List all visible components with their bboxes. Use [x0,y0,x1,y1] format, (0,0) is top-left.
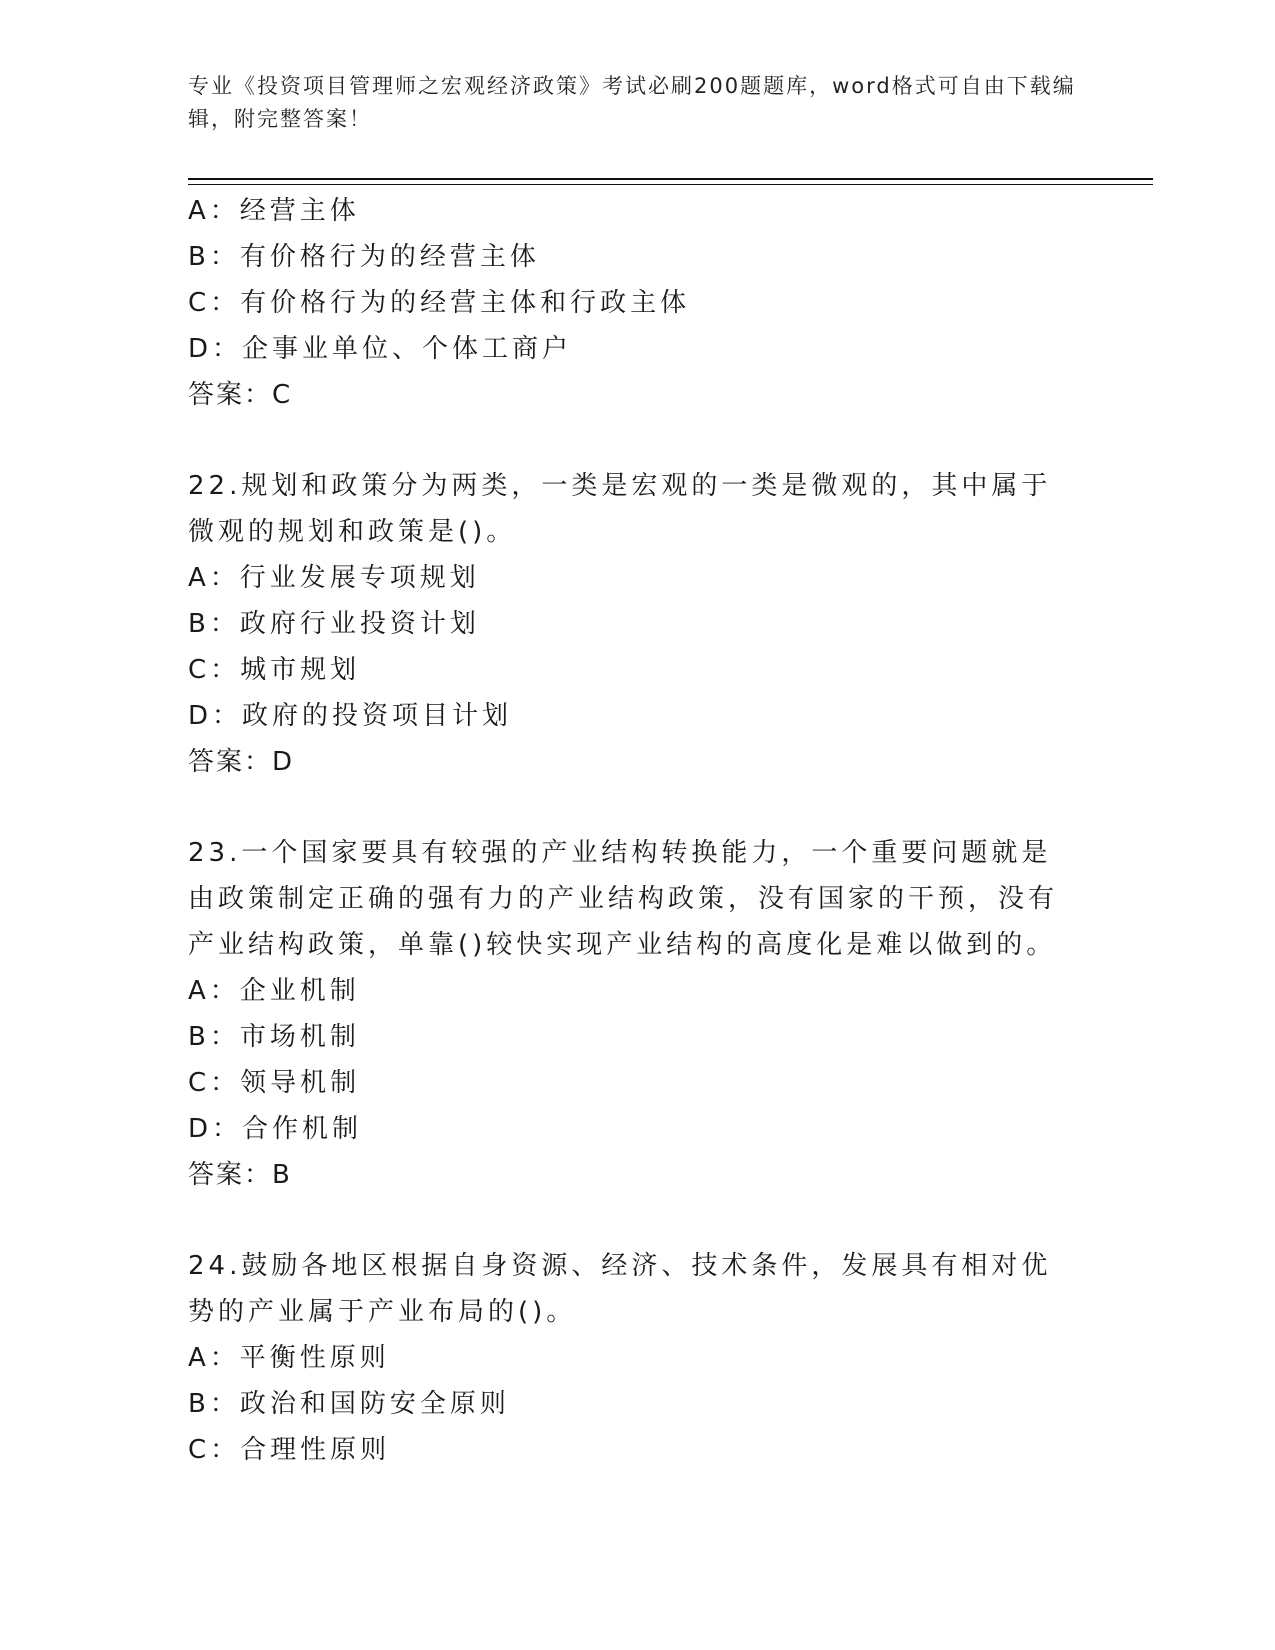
option-a: A：经营主体 [188,196,360,226]
header-divider-thin [188,184,1153,185]
spacer [188,785,1078,830]
question-stem: 23.一个国家要具有较强的产业结构转换能力，一个重要问题就是由政策制定正确的强有力的产业结构政策，没有国家的干预，没有产业结构政策，单靠()较快实现产业结构的高度化是难以做到的。 [188,838,1059,960]
header-divider-thick [188,178,1153,180]
option-c: C：有价格行为的经营主体和行政主体 [188,288,691,318]
spacer [188,1198,1078,1243]
answer: 答案：B [188,1160,292,1190]
option-c: C：合理性原则 [188,1435,391,1465]
option-c: C：领导机制 [188,1068,361,1098]
option-b: B：政治和国防安全原则 [188,1389,510,1419]
option-a: A：平衡性原则 [188,1343,390,1373]
option-d: D：合作机制 [188,1114,363,1144]
option-b: B：政府行业投资计划 [188,609,480,639]
answer: 答案：D [188,747,295,777]
option-a: A：企业机制 [188,976,360,1006]
question-24 [188,1243,1078,1473]
document-intro: 专业《投资项目管理师之宏观经济政策》考试必刷200题题库，word格式可自由下载编辑，附完整答案！ [188,74,1076,131]
option-b: B：市场机制 [188,1022,360,1052]
option-b: B：有价格行为的经营主体 [188,242,540,272]
question-22 [188,463,1078,785]
question-23 [188,830,1078,1198]
question-21 [188,188,1078,418]
option-a: A：行业发展专项规划 [188,563,480,593]
option-d: D：政府的投资项目计划 [188,701,513,731]
option-d: D：企事业单位、个体工商户 [188,334,573,364]
answer: 答案：C [188,380,293,410]
question-stem: 22.规划和政策分为两类，一类是宏观的一类是微观的，其中属于微观的规划和政策是()。 [188,471,1052,547]
option-c: C：城市规划 [188,655,361,685]
question-list [188,188,1078,1473]
question-stem: 24.鼓励各地区根据自身资源、经济、技术条件，发展具有相对优势的产业属于产业布局的()。 [188,1251,1052,1327]
spacer [188,418,1078,463]
